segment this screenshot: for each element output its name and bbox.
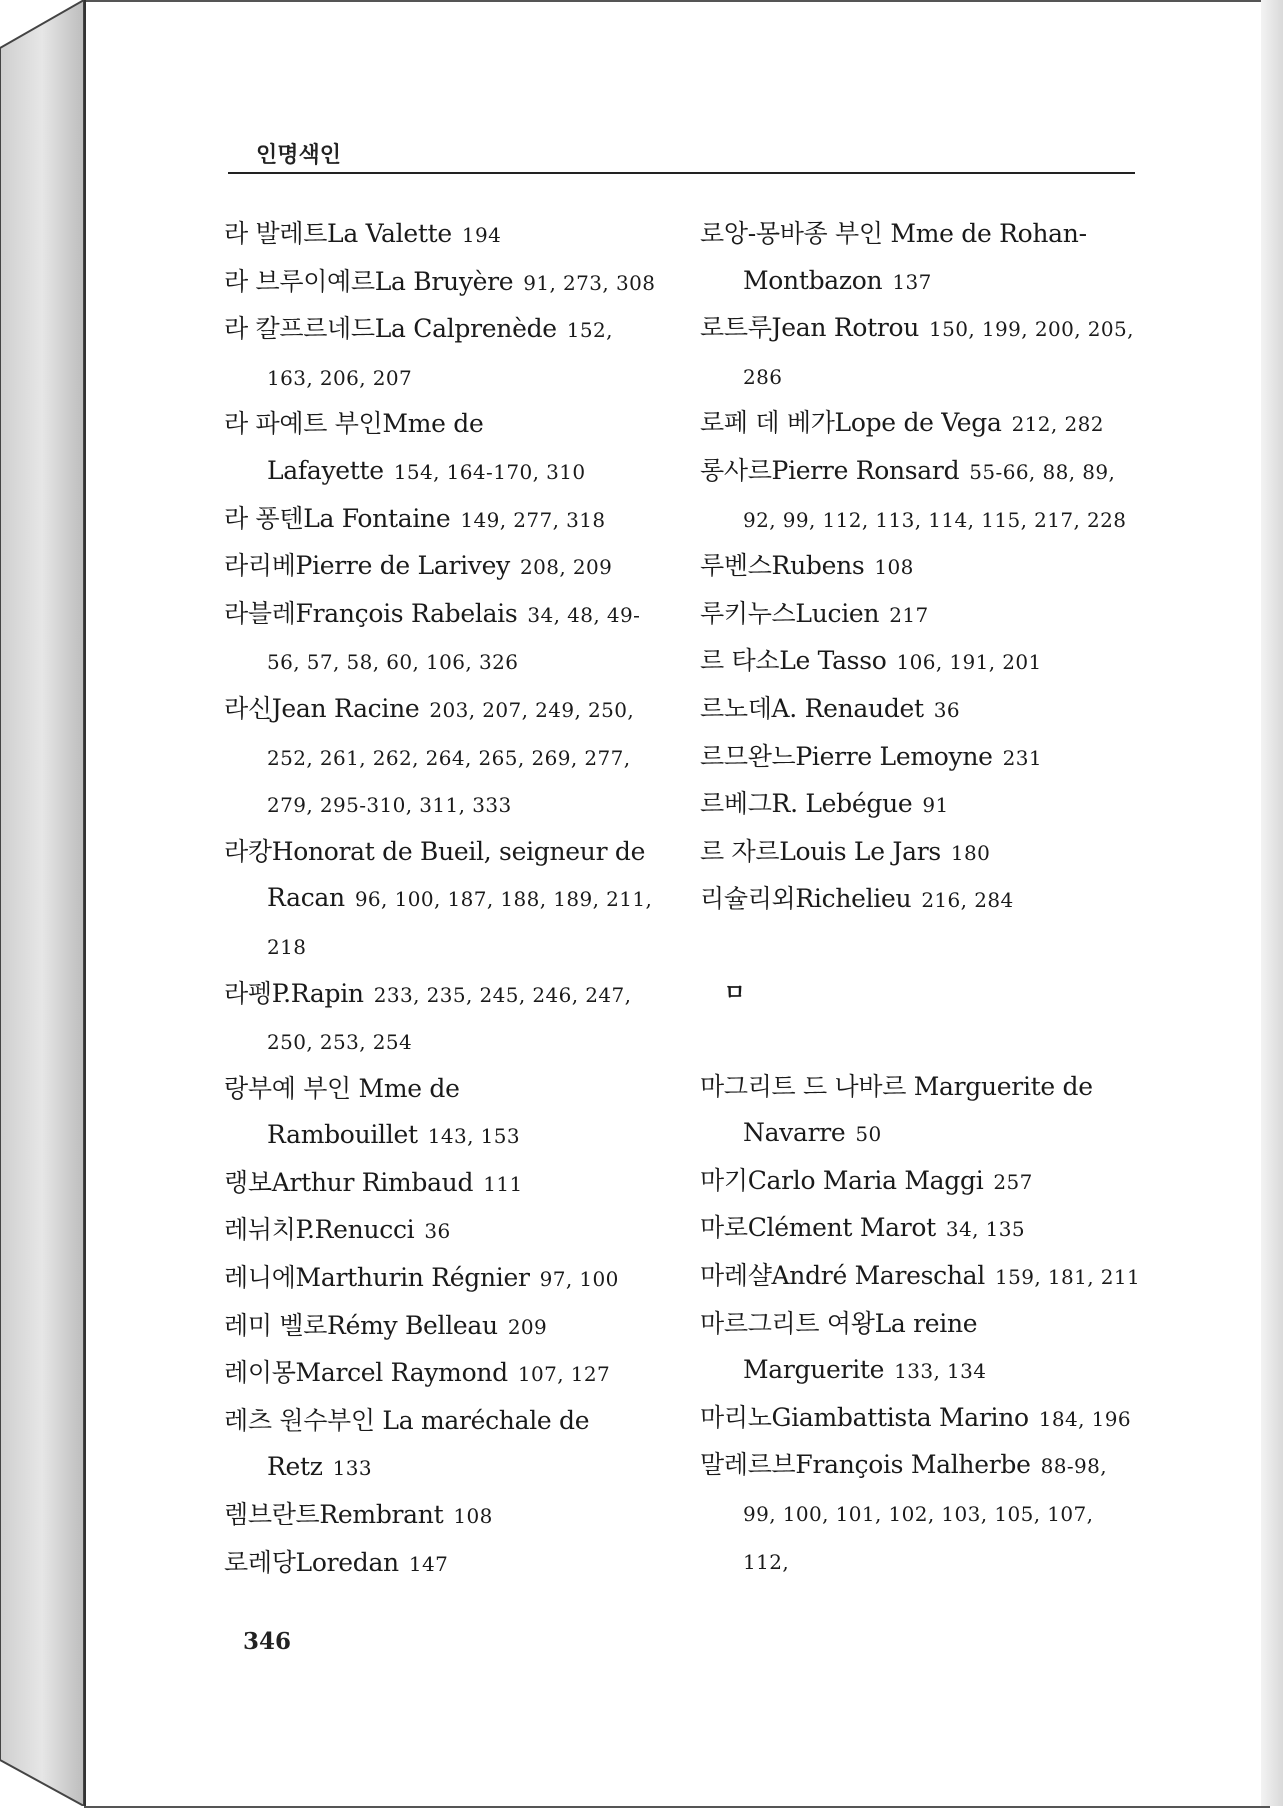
index-entry: 르 타소Le Tasso 106, 191, 201	[700, 646, 1042, 676]
index-entry: 레미 벨로Rémy Belleau 209	[224, 1310, 548, 1340]
index-entry: 랑부예 부인 Mme de Rambouillet 143, 153	[224, 1073, 520, 1150]
index-entry: 로앙-몽바종 부인 Mme de Rohan-Montbazon 137	[700, 219, 1087, 295]
index-entry: 라펭P.Rapin 233, 235, 245, 246, 247, 250, 253, 254	[224, 978, 632, 1055]
index-entry: 마르그리트 여왕La reine Marguerite 133, 134	[700, 1308, 987, 1385]
index-entry: 르므완느Pierre Lemoyne 231	[700, 741, 1043, 771]
index-entry: 르 자르Louis Le Jars 180	[700, 836, 991, 866]
index-entry: 라 브루이예르La Bruyère 91, 273, 308	[224, 266, 656, 296]
index-entry: 라신Jean Racine 203, 207, 249, 250, 252, 261, 262, 264, 265, 269, 277, 279, 295-310, 311, 333	[224, 693, 635, 818]
index-entry: 르노데A. Renaudet 36	[700, 693, 961, 723]
index-entry: 로페 데 베가Lope de Vega 212, 282	[700, 408, 1104, 438]
index-entry: 마그리트 드 나바르 Marguerite de Navarre 50	[700, 1071, 1093, 1148]
page-right-shadow	[1261, 0, 1283, 1806]
section-letter: ㅁ	[724, 980, 746, 1006]
index-entry: 랭보Arthur Rimbaud 111	[224, 1167, 523, 1197]
index-entry: 마로Clément Marot 34, 135	[700, 1213, 1026, 1243]
index-entry: 마기Carlo Maria Maggi 257	[700, 1165, 1033, 1195]
index-entry: 로트루Jean Rotrou 150, 199, 200, 205, 286	[700, 313, 1134, 389]
index-entry: 라 칼프르네드La Calprenède 152, 163, 206, 207	[224, 314, 613, 390]
index-entry: 라 발레트La Valette 194	[224, 219, 502, 248]
section-spacer	[700, 1017, 1140, 1064]
index-entry: 라리베Pierre de Larivey 208, 209	[224, 551, 613, 581]
section-spacer	[700, 924, 1140, 971]
index-column-left	[224, 211, 654, 1587]
index-entry: 말레르브François Malherbe 88-98, 99, 100, 101, 102, 103, 105, 107, 112,	[700, 1450, 1107, 1574]
index-entry: 레이몽Marcel Raymond 107, 127	[224, 1358, 611, 1388]
index-column-right	[700, 211, 1140, 1585]
page-number: 346	[243, 1628, 292, 1655]
index-entry: 렘브란트Rembrant 108	[224, 1500, 493, 1530]
page-edge	[84, 0, 86, 1806]
index-entry: 라캉Honorat de Bueil, seigneur de Racan 96, 100, 187, 188, 189, 211, 218	[224, 836, 653, 959]
index-entry: 롱사르Pierre Ronsard 55-66, 88, 89, 92, 99, 112, 113, 114, 115, 217, 228	[700, 455, 1127, 532]
running-head: 인명색인	[256, 143, 342, 168]
index-entry: 레츠 원수부인 La maréchale de Retz 133	[224, 1405, 590, 1482]
index-entry: 레니에Marthurin Régnier 97, 100	[224, 1263, 619, 1293]
index-entry: 로레당Loredan 147	[224, 1547, 449, 1577]
index-entry: 루벤스Rubens 108	[700, 551, 914, 581]
book-spine	[0, 0, 84, 1806]
index-entry: 라블레François Rabelais 34, 48, 49-56, 57, 58, 60, 106, 326	[224, 598, 641, 675]
header-rule	[228, 172, 1135, 174]
index-entry: 르베그R. Lebégue 91	[700, 789, 949, 819]
index-entry: 마레샬André Mareschal 159, 181, 211	[700, 1261, 1141, 1291]
index-entry: 리슐리외Richelieu 216, 284	[700, 884, 1014, 914]
index-entry: 마리노Giambattista Marino 184, 196	[700, 1402, 1132, 1432]
index-entry: 라 퐁텐La Fontaine 149, 277, 318	[224, 503, 606, 533]
index-entry: 라 파예트 부인Mme de Lafayette 154, 164-170, 310	[224, 409, 586, 485]
index-entry: 레뉘치P.Renucci 36	[224, 1215, 451, 1245]
index-entry: 루키누스Lucien 217	[700, 598, 929, 628]
